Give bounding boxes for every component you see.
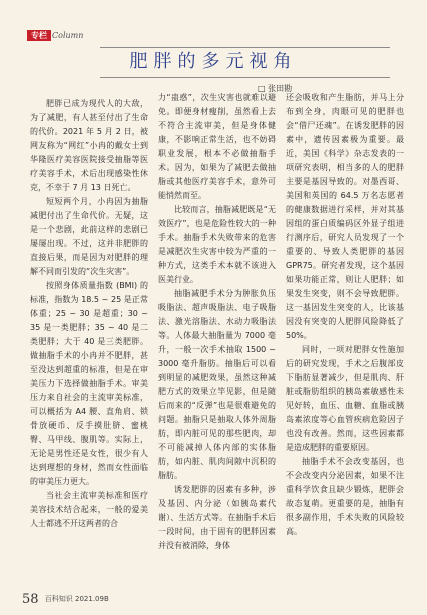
page-footer <box>22 594 109 605</box>
paragraph: 力“蛊惑”，次生灾害也就难以避免。即便身材瘦削，虽然看上去不符合主流审美，但是身体健康，不影响正常生活，也不妨碍职业发展，根本不必做抽脂手术。因为，如果为了减肥去做抽脂或其他医疗美容手术，意外可能悄然而至。 <box>158 93 276 200</box>
paragraph: 还会吸收和产生脂肪，并马上分布到全身，肉眼可见的肥胖也会“借尸还魂”。在诱发肥胖的因素中，遗传因素极为重要。最近，美国《科学》杂志发表的一项研究表明，相当多的人的肥胖主要是基因导致的。对墨西哥、美国和英国的 64.5 万名志愿者的健康数据进行采样，并对其基因组的蛋白质编码区外显子组进行测序后，研究人员发现了一个重要的、导致人类肥胖的基因 GPR75。研究者发现，这个基因如果功能正常，则让人肥胖；如果发生突变，则不会导致肥胖。这一基因发生突变的人，比该基因没有突变的人肥胖风险降低了 50%。 <box>286 93 404 340</box>
column-header <box>0 0 427 40</box>
journal-issue: 百科知识 2021.09B <box>44 595 109 603</box>
page-number: 58 <box>22 592 39 607</box>
text-column-3 <box>286 91 404 539</box>
paragraph: 抽脂手术不会改变基因，也不会改变内分泌因素，如果不注重科学饮食且缺少锻炼，肥胖会故态复萌。更重要的是，抽脂有很多副作用，手术失败的风险较高。 <box>286 457 404 536</box>
article-author: □ 张田勘 <box>258 84 293 93</box>
paragraph: 肥胖已成为现代人的大敌，为了减肥，有人甚至付出了生命的代价。2021 年 5 月 2 日，被网友称为“网红”小冉的戴女士到华隆医疗美容医院接受抽脂等医疗美容手术，术后出现感染性休克，不幸于 7 月 13 日死亡。 <box>30 99 148 192</box>
article-title: 肥胖的多元视角 <box>129 51 298 72</box>
paragraph: 按照身体质量指数 (BMI) 的标准，指数为 18.5 ~ 25 是正常体重；25 ~ 30 是超重；30 ~ 35 是一类肥胖；35 ~ 40 是二类肥胖；大于 40 是三类肥胖。做抽脂手术的小冉并不肥胖，甚至没达到超重的标准，但是在审美压力下选择做抽脂手术。审美压力来自社会的主流审美标准，可以概括为 A4 腰、直角肩、锁骨放硬币、反手摸肚脐、蜜桃臀、马甲线、腹肌等。实际上，无论是男性还是女性，很少有人达到理想的身材，然而女性面临的审美压力更大。 <box>30 281 148 486</box>
paragraph: 抽脂减肥手术分为肿胀负压吸脂法、超声吸脂法、电子吸脂法、激光溶脂法、水动力吸脂法等。人体最大抽脂量为 7000 毫升，一般一次手术抽取 1500 ~ 3000 毫升脂肪。抽脂后可以看到明显的减肥效果，虽然这种减肥方式的效果立竿见影，但是随后而来的“反弹”也是很难避免的问题。抽脂只是抽取人体外周脂肪，即内脏可见的那些肥肉，却不可能减掉人体内部的实体脂肪，如内脏、肌肉间隙中沉积的脂肪。 <box>158 289 276 480</box>
paragraph: 比较而言，抽脂减肥既是“无效医疗”，也是危险性较大的一种手术。抽脂手术失败带来的危害是减肥次生灾害中较为严重的一种方式，这类手术本就不该进入医美行业。 <box>158 205 276 284</box>
paragraph: 当社会主流审美标准和医疗美容技术结合起来，一般的爱美人士都逃不开这两者的合 <box>30 491 148 528</box>
title-rule-bottom <box>100 77 390 78</box>
title-rule-top <box>100 47 390 48</box>
paragraph: 短短两个月，小冉因为抽脂减肥付出了生命代价。无疑，这是一个悲剧，此前这样的悲剧已屡屡出现。不过，这并非肥胖的直接后果，而是因为对肥胖的理解不同而引发的“次生灾害”。 <box>30 197 148 276</box>
text-column-2 <box>158 91 276 553</box>
paragraph: 诱发肥胖的因素有多种，涉及基因、内分泌（如胰岛素代谢）、生活方式等。在抽脂手术后一段时间，由于固有的肥胖因素并没有被消除，身体 <box>158 485 276 550</box>
column-tag-english: Column <box>52 31 84 40</box>
paragraph: 同时，一项对肥胖女性施加后的研究发现，手术之后腹部皮下脂肪显著减少，但是肌肉、肝脏或脂肪组织的胰岛素敏感性未见好转，血压、血糖、血脂或胰岛素浓度等心血管疾病危险因子也没有改善。然而，这些因素都是造成肥胖的重要原因。 <box>286 345 404 452</box>
text-column-1 <box>30 97 148 531</box>
column-tag: 专栏 <box>27 30 51 41</box>
